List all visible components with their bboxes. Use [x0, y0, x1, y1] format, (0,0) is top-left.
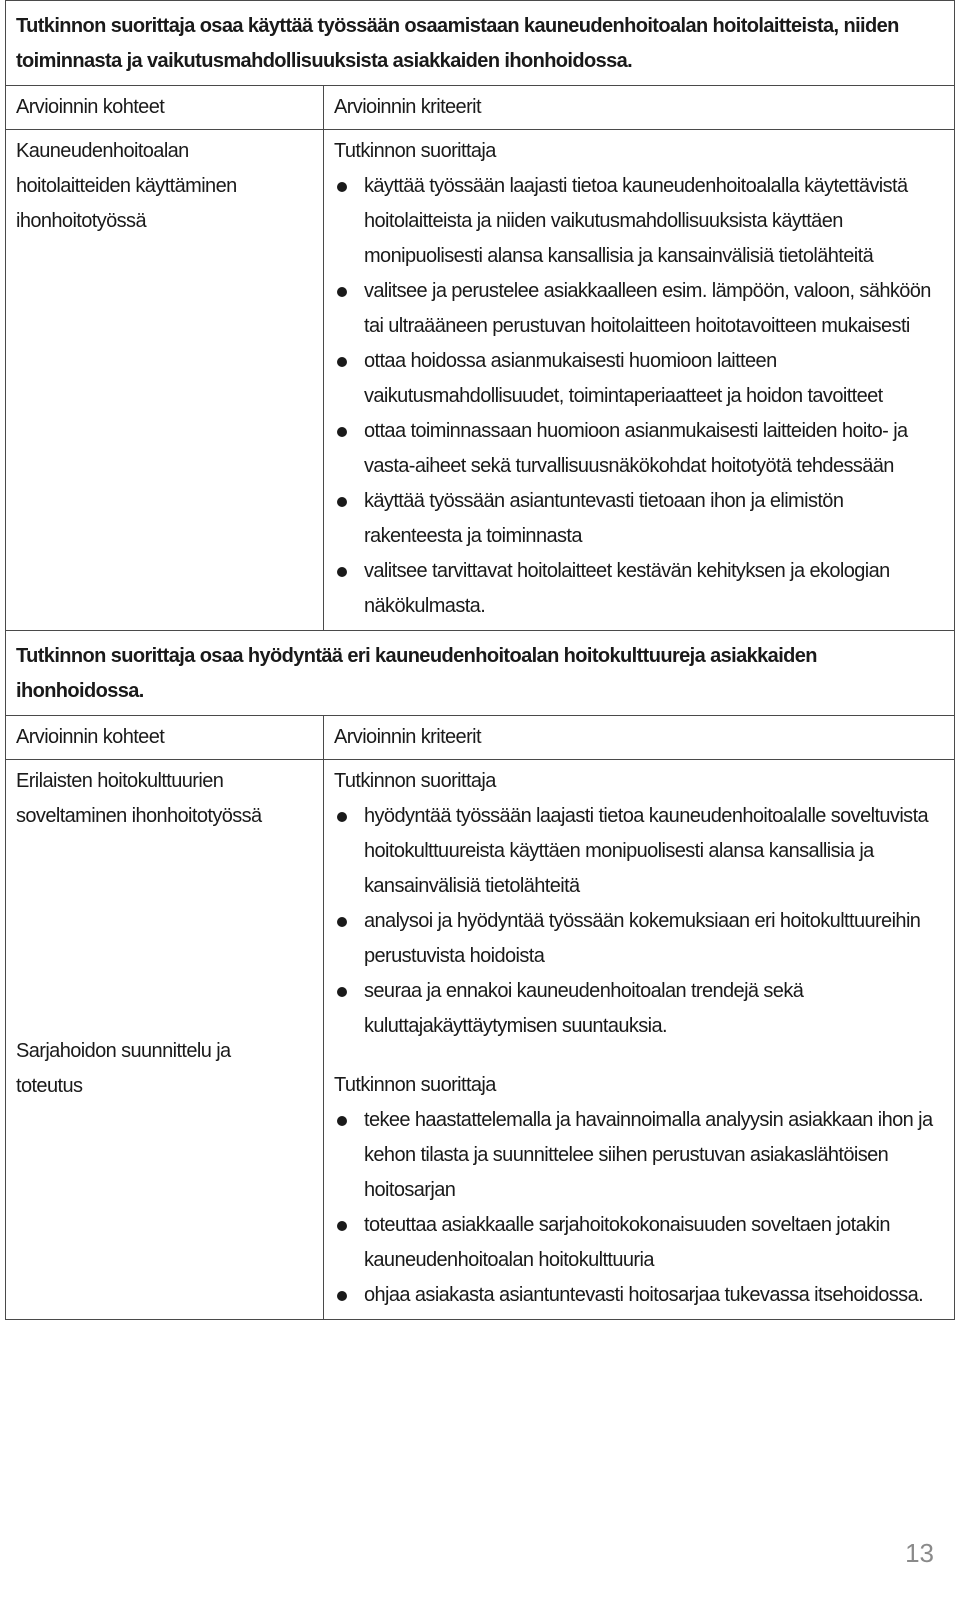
- target-label: Kauneudenhoitoalan hoitolaitteiden käyttäminen ihonhoitotyössä: [16, 140, 237, 232]
- criteria-cell: [324, 130, 955, 631]
- target-cell: [6, 760, 324, 1320]
- criteria-cell: [324, 760, 955, 1320]
- criteria-intro: Tutkinnon suorittaja: [334, 1074, 496, 1096]
- page-number: 13: [905, 1538, 934, 1568]
- criteria-item: hyödyntää työssään laajasti tietoa kauneudenhoitoalalle soveltuvista hoitokulttuureista käyttäen monipuolisesti alansa kansallisia ja kansainvälisiä tietolähteitä: [334, 799, 946, 904]
- goal-text: Tutkinnon suorittaja osaa hyödyntää eri kauneudenhoitoalan hoitokulttuureja asiakkaiden ihonhoidossa.: [6, 631, 955, 716]
- header-targets: Arvioinnin kohteet: [6, 86, 324, 130]
- header-row: [6, 86, 955, 130]
- criteria-item: ottaa toiminnassaan huomioon asianmukaisesti laitteiden hoito- ja vasta-aiheet sekä turvallisuusnäkökohdat hoitotyötä tehdessään: [334, 414, 946, 484]
- criteria-item: ottaa hoidossa asianmukaisesti huomioon laitteen vaikutusmahdollisuudet, toimintaperiaatteet ja hoidon tavoitteet: [334, 344, 946, 414]
- criteria-row: [6, 130, 955, 631]
- header-targets: Arvioinnin kohteet: [6, 716, 324, 760]
- criteria-item: valitsee tarvittavat hoitolaitteet kestävän kehityksen ja ekologian näkökulmasta.: [334, 554, 946, 624]
- goal-text: Tutkinnon suorittaja osaa käyttää työssään osaamistaan kauneudenhoitoalan hoitolaitteista, niiden toiminnasta ja vaikutusmahdollisuuksista asiakkaiden ihonhoidossa.: [6, 1, 955, 86]
- assessment-criteria-table: [5, 0, 955, 1320]
- criteria-block: [334, 764, 946, 1044]
- criteria-list: [334, 169, 946, 624]
- goal-row: [6, 631, 955, 716]
- criteria-item: seuraa ja ennakoi kauneudenhoitoalan trendejä sekä kuluttajakäyttäytymisen suuntauksia.: [334, 974, 946, 1044]
- criteria-list: [334, 1103, 946, 1313]
- criteria-intro: Tutkinnon suorittaja: [334, 140, 496, 162]
- criteria-item: käyttää työssään asiantuntevasti tietoaan ihon ja elimistön rakenteesta ja toiminnasta: [334, 484, 946, 554]
- criteria-item: analysoi ja hyödyntää työssään kokemuksiaan eri hoitokulttuureihin perustuvista hoidoista: [334, 904, 946, 974]
- criteria-document: [5, 0, 955, 1320]
- target-cell: [6, 130, 324, 631]
- criteria-item: toteuttaa asiakkaalle sarjahoitokokonaisuuden soveltaen jotakin kauneudenhoitoalan hoitokulttuuria: [334, 1208, 946, 1278]
- criteria-item: ohjaa asiakasta asiantuntevasti hoitosarjaa tukevassa itsehoidossa.: [334, 1278, 946, 1313]
- criteria-item: tekee haastattelemalla ja havainnoimalla analyysin asiakkaan ihon ja kehon tilasta ja suunnittelee siihen perustuvan asiakaslähtöisen hoitosarjan: [334, 1103, 946, 1208]
- criteria-list: [334, 799, 946, 1044]
- header-criteria: Arvioinnin kriteerit: [324, 716, 955, 760]
- target-label: Erilaisten hoitokulttuurien soveltaminen ihonhoitotyössä: [16, 770, 262, 827]
- criteria-row: [6, 760, 955, 1320]
- criteria-block: [334, 1068, 946, 1313]
- criteria-item: käyttää työssään laajasti tietoa kauneudenhoitoalalla käytettävistä hoitolaitteista ja niiden vaikutusmahdollisuuksista käyttäen monipuolisesti alansa kansallisia ja kansainvälisiä tietolähteitä: [334, 169, 946, 274]
- target-label: Sarjahoidon suunnittelu ja toteutus: [16, 1040, 231, 1097]
- criteria-block: [334, 134, 946, 624]
- criteria-intro: Tutkinnon suorittaja: [334, 770, 496, 792]
- header-row: [6, 716, 955, 760]
- goal-row: [6, 1, 955, 86]
- header-criteria: Arvioinnin kriteerit: [324, 86, 955, 130]
- criteria-item: valitsee ja perustelee asiakkaalleen esim. lämpöön, valoon, sähköön tai ultraääneen perustuvan hoitolaitteen hoitotavoitteen mukaisesti: [334, 274, 946, 344]
